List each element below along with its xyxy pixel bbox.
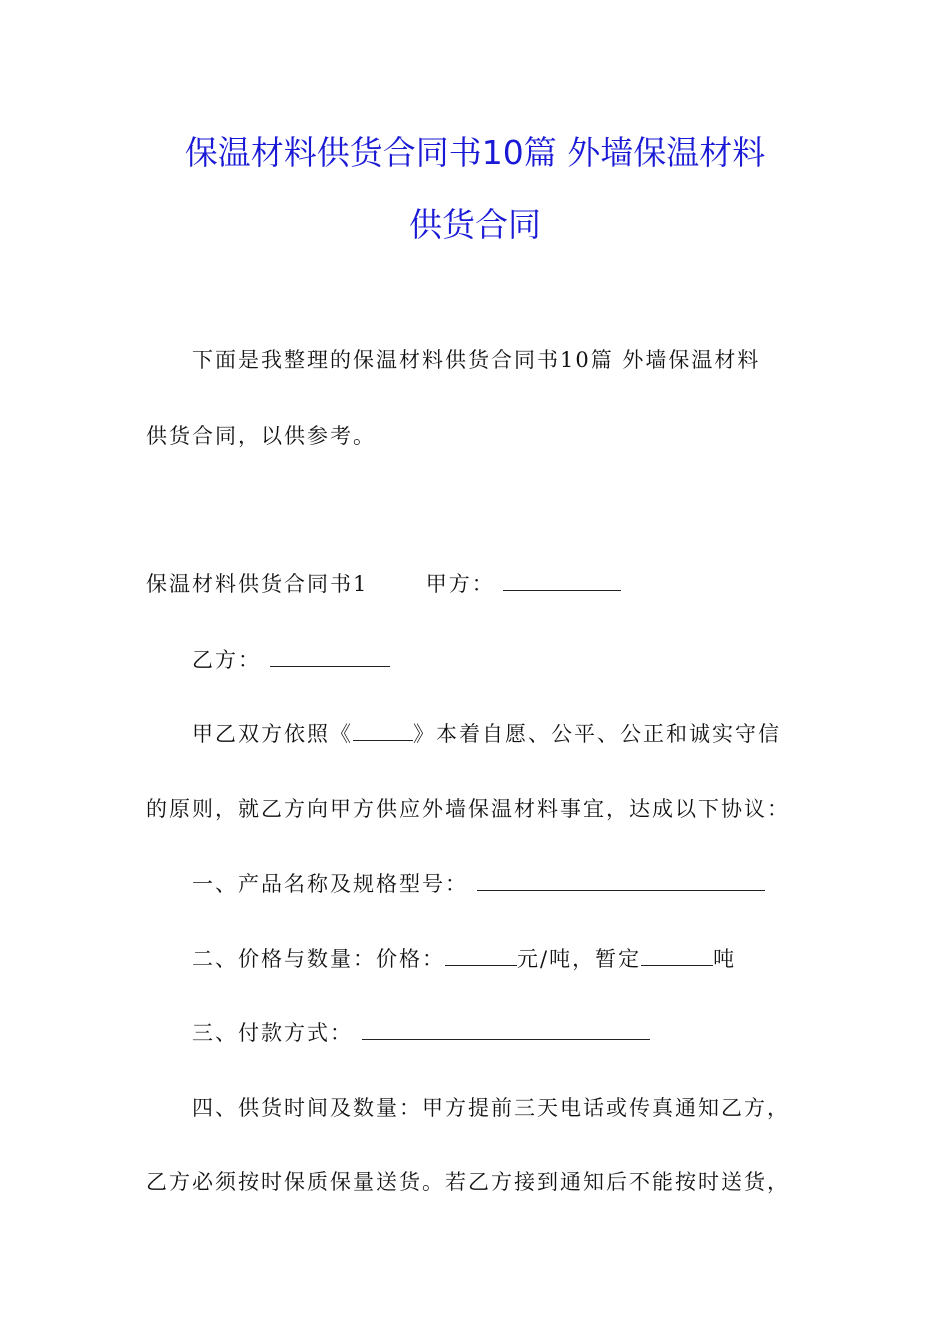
para1-line-1 — [192, 720, 781, 748]
item-2-prefix: 二、价格与数量：价格： — [192, 947, 445, 971]
price-blank — [445, 947, 517, 966]
party-b-row — [192, 646, 390, 674]
item-3-row — [192, 1019, 650, 1047]
item-4-line-1: 四、供货时间及数量：甲方提前三天电话或传真通知乙方， — [192, 1096, 790, 1120]
item-1-row — [192, 870, 765, 898]
party-a-label: 甲方： — [425, 572, 495, 596]
law-name-blank — [353, 722, 413, 741]
item-1-blank — [477, 872, 765, 891]
document-title-line-2: 供货合同 — [409, 205, 541, 244]
para1-line-2: 的原则，就乙方向甲方供应外墙保温材料事宜，达成以下协议： — [146, 797, 790, 821]
intro-line-2: 供货合同，以供参考。 — [146, 424, 376, 448]
party-a-blank — [503, 572, 621, 591]
para1-suffix: 》本着自愿、公平、公正和诚实守信 — [413, 722, 781, 746]
intro-line-1: 下面是我整理的保温材料供货合同书10篇 外墙保温材料 — [192, 348, 761, 372]
item-3-label: 三、付款方式： — [192, 1021, 353, 1045]
item-1-label: 一、产品名称及规格型号： — [192, 872, 468, 896]
document-title-line-1: 保温材料供货合同书10篇 外墙保温材料 — [184, 133, 766, 172]
item-2-unit: 元/吨，暂定 — [517, 947, 642, 971]
para1-prefix: 甲乙双方依照《 — [192, 722, 353, 746]
item-2-row — [192, 945, 736, 973]
quantity-blank — [641, 947, 713, 966]
contract-heading-row — [146, 570, 621, 598]
item-3-blank — [362, 1021, 650, 1040]
party-b-blank — [270, 648, 390, 667]
party-b-label: 乙方： — [192, 648, 261, 672]
item-2-suffix: 吨 — [713, 947, 737, 971]
contract-heading: 保温材料供货合同书1 — [146, 572, 369, 596]
item-4-line-2: 乙方必须按时保质保量送货。若乙方接到通知后不能按时送货， — [146, 1170, 790, 1194]
